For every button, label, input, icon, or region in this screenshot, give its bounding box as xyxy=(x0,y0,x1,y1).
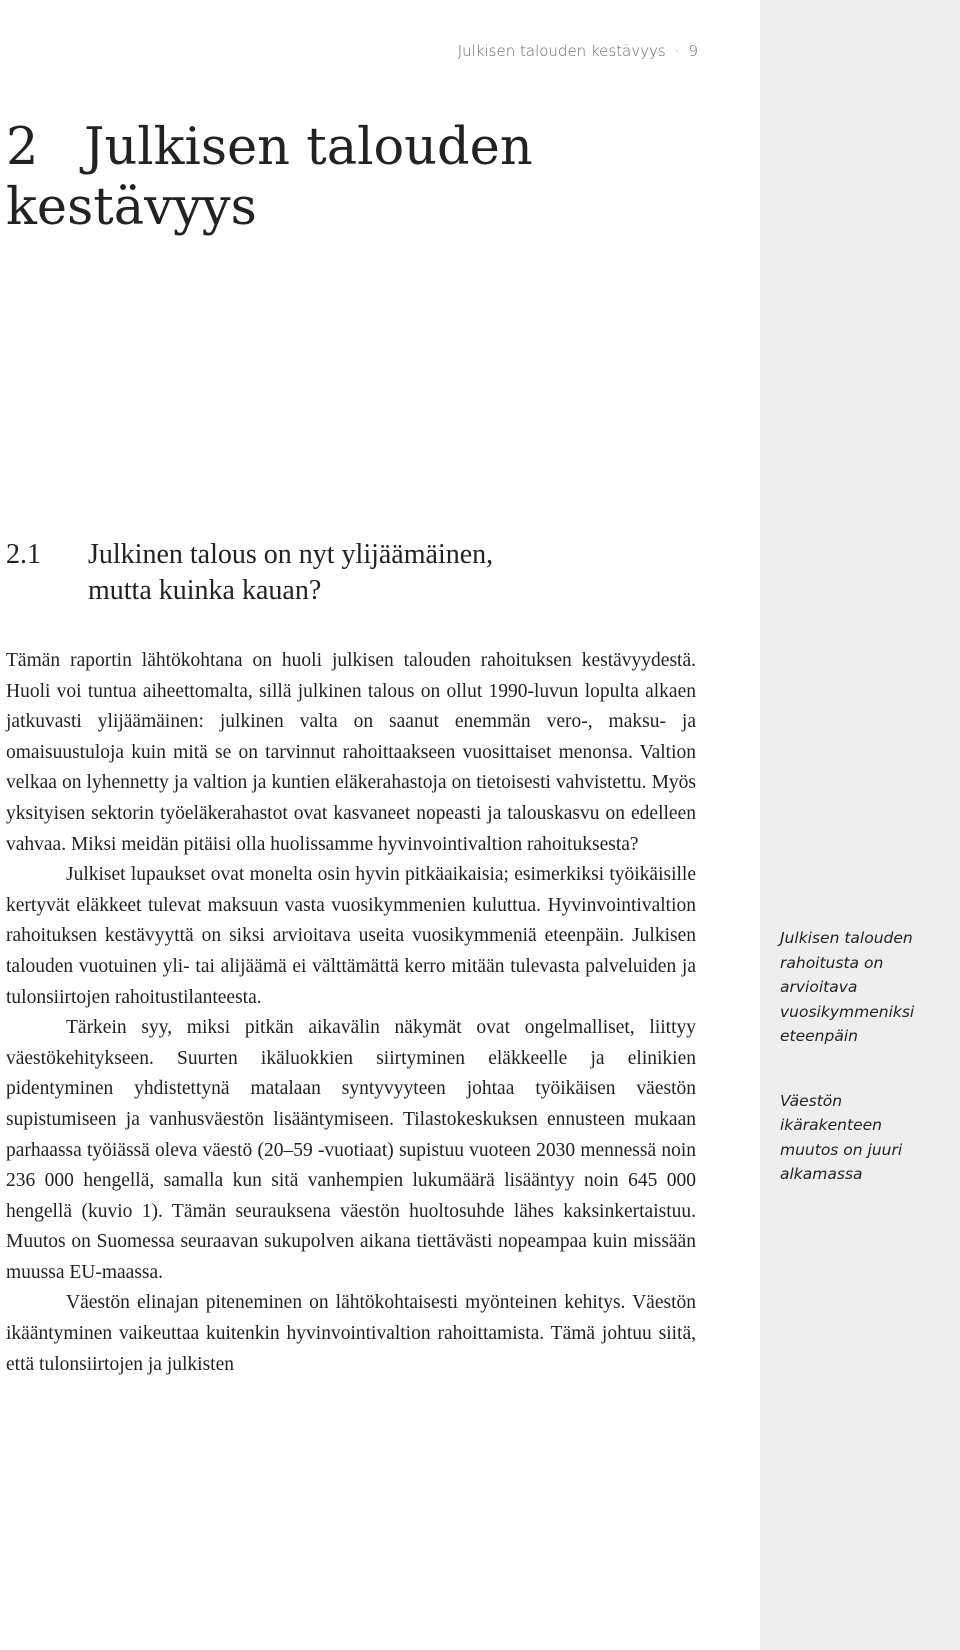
section-title-line-2: mutta kuinka kauan? xyxy=(88,575,322,606)
running-header xyxy=(458,42,698,60)
side-margin-column xyxy=(760,0,960,1650)
section-title xyxy=(88,537,493,609)
chapter-heading xyxy=(6,118,706,238)
chapter-title: Julkisen talouden kestävyys xyxy=(6,118,533,237)
chapter-number: 2 xyxy=(6,118,39,177)
page-number: 9 xyxy=(688,42,698,60)
paragraph-4: Väestön elinajan piteneminen on lähtökohtaisesti myönteinen kehitys. Väestön ikääntyminen vaikeuttaa kuitenkin hyvinvointivaltion rahoittamista. Tämä johtuu siitä, että tulonsiirtojen ja julkisten xyxy=(6,1292,696,1375)
section-number: 2.1 xyxy=(6,539,41,570)
side-notes xyxy=(780,926,940,1227)
side-note-2: Väestön ikärakenteen muutos on juuri alkamassa xyxy=(780,1091,903,1183)
body-text xyxy=(6,646,696,1380)
section-heading xyxy=(6,537,686,609)
paragraph-2: Julkiset lupaukset ovat monelta osin hyvin pitkäaikaisia; esimerkiksi työikäisille kertyvät eläkkeet tulevat maksuun vasta vuosikymmenien kuluttua. Hyvinvointivaltion rahoituksen kestävyyttä on siksi arvioitava useita vuosikymmeniä eteenpäin. Julkisen talouden vuotuinen yli- tai alijäämä ei välttämättä kerro mitään tulevasta palveluiden ja tulonsiirtojen rahoitustilanteesta. xyxy=(6,864,696,1008)
running-header-separator: · xyxy=(674,42,680,60)
running-header-title: Julkisen talouden kestävyys xyxy=(457,42,666,60)
paragraph-1: Tämän raportin lähtökohtana on huoli julkisen talouden rahoituksen kestävyydestä. Huoli voi tuntua aiheettomalta, sillä julkinen talous on ollut 1990-luvun lopulta alkaen jatkuvasti ylijäämäinen: julkinen valta on saanut enemmän vero-, maksu- ja omaisuustuloja kuin mitä se on tarvinnut rahoittaakseen vuosittaiset menonsa. Valtion velkaa on lyhennetty ja valtion ja kuntien eläkerahastoja on tietoisesti vahvistettu. Myös yksityisen sektorin työeläkerahastot ovat kasvaneet nopeasti ja talouskasvu on edelleen vahvaa. Miksi meidän pitäisi olla huolissamme hyvinvointivaltion rahoituksesta? xyxy=(6,650,696,855)
section-title-line-1: Julkinen talous on nyt ylijäämäinen, xyxy=(88,539,494,570)
paragraph-3: Tärkein syy, miksi pitkän aikavälin näkymät ovat ongelmalliset, liittyy väestökehitykseen. Suurten ikäluokkien siirtyminen eläkkeelle ja elinikien pidentyminen yhdistettynä matalaan syntyvyyteen johtaa työikäisen väestön supistumiseen ja vanhusväestön lisääntymiseen. Tilastokeskuksen ennusteen mukaan parhaassa työiässä oleva väestö (20–59 -vuotiaat) supistuu vuoteen 2030 mennessä noin 236 000 hengellä, samalla kun sitä vanhempien lukumäärä lisääntyy noin 645 000 hengellä (kuvio 1). Tämän seurauksena väestön huoltosuhde lähes kaksinkertaistuu. Muutos on Suomessa seuraavan sukupolven aikana tiettävästi nopeampaa kuin missään muussa EU-maassa. xyxy=(6,1017,696,1283)
side-note-1: Julkisen talouden rahoitusta on arvioitava vuosikymmeniksi eteenpäin xyxy=(780,929,915,1045)
